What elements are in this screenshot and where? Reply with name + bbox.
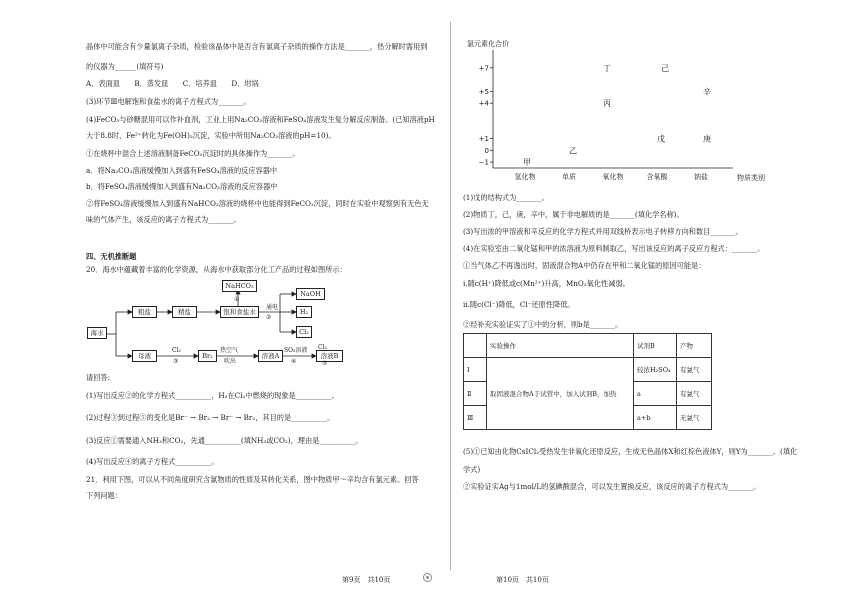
text-line: (4)写出反应④的离子方程式__________。	[86, 457, 219, 466]
box-solution-a: 溶液A	[258, 350, 283, 362]
text-line: (3)写出浓的甲溶液和辛反应的化学方程式并用双线桥表示电子转移方向和数目_______。	[463, 227, 743, 236]
row-id: Ⅲ	[464, 406, 487, 430]
data-point-label: 乙	[569, 146, 577, 156]
y-tick-label: +4	[478, 99, 489, 108]
step-label: ②	[266, 314, 272, 321]
text-line: a．将Na₂CO₃溶液缓慢加入到盛有FeSO₄溶液的反应容器中	[86, 166, 278, 175]
text-line: b．将FeSO₄溶液缓慢加入到盛有Na₂CO₃溶液的反应容器中	[86, 182, 278, 191]
text-line: A．表面皿 B．蒸发皿 C．培养皿 D．坩埚	[86, 79, 259, 88]
text-line: (1)写出反应②的化学方程式__________，H₂在Cl₂中燃烧的现象是__________。	[86, 391, 339, 400]
text-line: (2)过程③到过程⑤的变化是Br⁻ → Br₂ → Br⁻ → Br₂，其目的是__________。	[86, 413, 335, 422]
question-20-intro: 20．海水中蕴藏着丰富的化学资源，从海水中获取部分化工产品的过程如图所示：	[86, 265, 347, 274]
text-line: ②实验证实Ag与1mol/L的氢碘酸混合，可以发生置换反应，该反应的离子方程式为_______。	[463, 482, 761, 491]
text-line: 晶体中可能含有少量氯离子杂质，检验该晶体中是否含有氯离子杂质的操作方法是_______，热分解时需用到	[86, 42, 428, 51]
reagent-label: SO₂溶液	[284, 347, 308, 354]
text-line: 21．利用下图，可以从不同角度研究含氯物质的性质及其转化关系，图中物质甲～辛均含有氯元素。回答	[86, 475, 419, 484]
y-tick-label: −1	[478, 158, 489, 167]
x-tick-label: 含氧酸	[646, 173, 668, 181]
text-line: (3)环节Ⅲ电解饱和食盐水的离子方程式为_______。	[86, 97, 251, 106]
text-line: 大于8.8时，Fe²⁺转化为Fe(OH)₂沉淀，实验中所用Na₂CO₃溶液的pH=10)。	[86, 131, 336, 140]
text-line: 下列问题：	[86, 491, 122, 500]
reagent-label: Cl₂	[172, 347, 181, 354]
box-h2: H₂	[296, 306, 312, 318]
text-line: 味的气体产生，该反应的离子方程式为_______。	[86, 215, 241, 224]
text-line: ⅰ.随c(H⁺)降低或c(Mn²⁺)升高，MnO₂氧化性减弱。	[463, 279, 630, 288]
table-header-row	[464, 334, 712, 358]
box-mother-liquor: 母液	[132, 350, 157, 362]
chart-xlabel: 物质类别	[737, 174, 765, 182]
valence-chart	[463, 40, 783, 190]
box-br2: Br₂	[198, 350, 217, 362]
table-header-cell: 实验操作	[487, 334, 634, 358]
binding-hole-icon	[423, 573, 432, 582]
row-id: Ⅰ	[464, 358, 487, 382]
data-point-label: 己	[661, 63, 669, 73]
text-line: ①在烧杯中混合上述溶液制备FeCO₃沉淀时的具体操作为_______。	[86, 149, 300, 158]
text-line: 请回答:	[86, 373, 110, 382]
reagent-cell: 较浓H₂SO₄	[634, 358, 677, 382]
data-point-label: 戊	[657, 134, 665, 144]
flow-diagram	[86, 276, 346, 368]
box-brine: 饱和食盐水	[220, 306, 259, 318]
operation-cell: 取固液混合物A于试管中，加入试剂B，加热	[487, 358, 634, 430]
product-cell: 有氯气	[677, 382, 712, 406]
text-line: ①当气体乙不再逸出时，固液混合物A中仍存在甲和二氧化锰的原因可能是：	[463, 261, 706, 270]
reagent-cell: a	[634, 382, 677, 406]
reagent-cell: a+b	[634, 406, 677, 430]
step-label: ④	[291, 358, 297, 365]
page-divider	[450, 22, 451, 570]
data-point-label: 丁	[603, 63, 611, 73]
text-line: ②将FeSO₄溶液缓慢加入到盛有NaHCO₃溶液的烧杯中也能得到FeCO₃沉淀，同时在实验中观察到有无色无	[86, 199, 429, 208]
data-point-label: 甲	[523, 158, 531, 168]
box-refined-salt: 精盐	[172, 306, 197, 318]
row-id: Ⅱ	[464, 382, 487, 406]
text-line: (2)物质丁，己，庚，辛中，属于非电解质的是_______(填化学名称)。	[463, 210, 684, 219]
step-label: ③	[173, 358, 179, 365]
x-tick-label: 氢化物	[514, 173, 536, 181]
table-row	[464, 358, 712, 382]
page-number-right: 第10页 共10页	[496, 576, 549, 584]
product-cell: 有氯气	[677, 358, 712, 382]
reagent-label: 热空气	[220, 347, 239, 354]
box-seawater: 海水	[87, 327, 107, 339]
table-header-cell: 试剂B	[634, 334, 677, 358]
x-tick-label: 单质	[562, 173, 576, 181]
section-title: 四、无机推断题	[86, 252, 137, 261]
text-line: 的仪器为______(填符号)	[86, 62, 164, 71]
text-line: (3)反应①需要通入NH₃和CO₂，先通__________(填NH₃或CO₂)，理由是__________。	[86, 436, 363, 445]
chart-plot	[463, 40, 783, 190]
reagent-label: Cl₂	[318, 344, 327, 351]
text-line: (4)FeCO₃与砂糖混用可以作补血剂，工业上用Na₂CO₃溶液和FeSO₄溶液发生复分解反应制备。(已知溶液pH	[86, 115, 435, 124]
y-tick-label: +1	[478, 135, 489, 144]
text-line: (5)①已知由化物CsICl₂受热发生非氧化还原反应，生成无色晶体X和红棕色液体Y，则Y为_______。(填化	[463, 447, 798, 456]
x-tick-label: 氧化物	[602, 173, 624, 181]
box-naoh: NaOH	[296, 288, 325, 300]
step-label: ①	[234, 296, 240, 303]
table-header-cell: 产物	[677, 334, 712, 358]
y-tick-label: +5	[478, 87, 489, 96]
table-header-cell	[464, 334, 487, 358]
box-nahco3: NaHCO₃	[222, 280, 257, 292]
y-tick-label: +7	[478, 64, 489, 73]
electrolysis-label: 通电	[266, 304, 279, 311]
y-tick-label: 0	[484, 146, 489, 155]
step-label: ⑤	[322, 360, 328, 367]
text-line: 学式)	[463, 465, 481, 474]
page-number-left: 第9页 共10页	[342, 576, 391, 584]
data-point-label: 辛	[703, 87, 711, 97]
text-line: ⅱ.随c(Cl⁻)降低，Cl⁻还原性降低。	[463, 300, 575, 309]
experiment-table	[463, 333, 712, 430]
text-line: (1)戊的结构式为_______。	[463, 193, 549, 202]
chart-ylabel: 氯元素化合价	[467, 40, 509, 48]
reagent-label: 吹出	[224, 358, 237, 365]
text-line: (4)在实验室由二氧化锰和甲的浓溶液为原料制取乙，写出该反应的离子反应方程式：_______。	[463, 244, 765, 253]
product-cell: 无氯气	[677, 406, 712, 430]
box-solution-b: 溶液B	[316, 350, 343, 362]
box-cl2: Cl₂	[296, 326, 312, 338]
box-crude-salt: 粗盐	[132, 306, 157, 318]
text-line: ②经补充实验证实了①中的分析，则b是_______。	[463, 320, 623, 329]
x-tick-label: 钠盐	[694, 173, 708, 181]
data-point-label: 丙	[603, 99, 611, 109]
data-point-label: 庚	[703, 134, 711, 144]
